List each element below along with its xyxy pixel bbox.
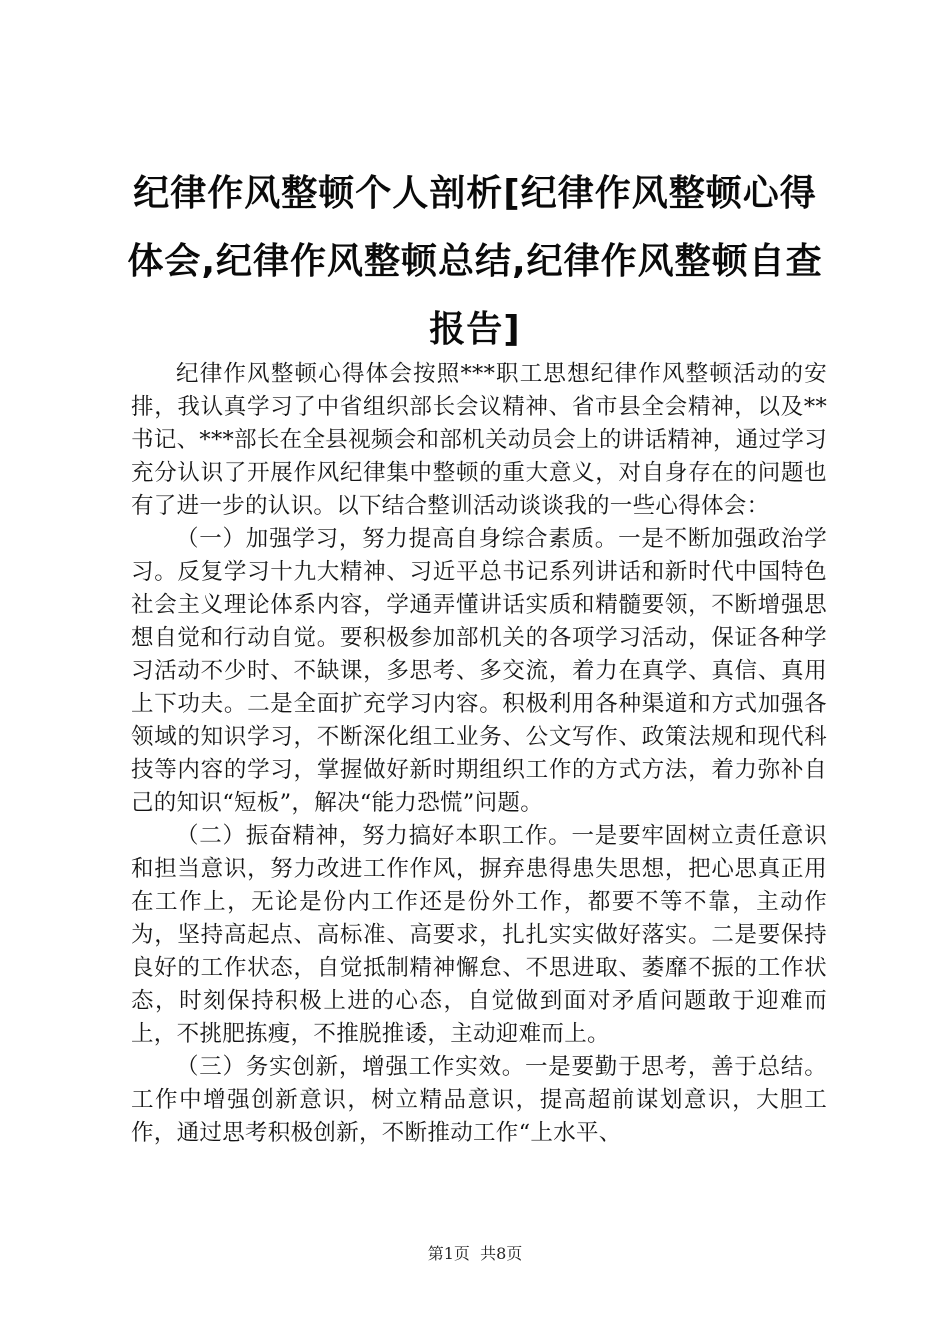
document-title: 纪律作风整顿个人剖析[纪律作风整顿心得体会,纪律作风整顿总结,纪律作风整顿自查报告] [127, 173, 823, 350]
document-body [131, 358, 827, 1150]
paragraph-section-2: （二）振奋精神，努力搞好本职工作。一是要牢固树立责任意识和担当意识，努力改进工作作风，摒弃患得患失思想，把心思真正用在工作上，无论是份内工作还是份外工作，都要不等不靠，主动作为，坚持高起点、高标准、高要求，扎扎实实做好落实。二是要保持良好的工作状态，自觉抵制精神懈怠、不思进取、萎靡不振的工作状态，时刻保持积极上进的心态，自觉做到面对矛盾问题敢于迎难而上，不挑肥拣瘦，不推脱推诿，主动迎难而上。 [131, 823, 827, 1047]
page-number: 第1页 [427, 1244, 470, 1263]
paragraph-section-3: （三）务实创新，增强工作实效。一是要勤于思考，善于总结。工作中增强创新意识，树立精品意识，提高超前谋划意识，大胆工作，通过思考积极创新，不断推动工作“上水平、 [131, 1054, 827, 1146]
paragraph-section-1: （一）加强学习，努力提高自身综合素质。一是不断加强政治学习。反复学习十九大精神、习近平总书记系列讲话和新时代中国特色社会主义理论体系内容，学通弄懂讲话实质和精髓要领，不断增强思想自觉和行动自觉。要积极参加部机关的各项学习活动，保证各种学习活动不少时、不缺课，多思考、多交流，着力在真学、真信、真用上下功夫。二是全面扩充学习内容。积极利用各种渠道和方式加强各领域的知识学习，不断深化组工业务、公文写作、政策法规和现代科技等内容的学习，掌握做好新时期组织工作的方式方法，着力弥补自己的知识“短板”，解决“能力恐慌”问题。 [131, 526, 827, 816]
page-footer [0, 1243, 950, 1265]
footer-separator [470, 1244, 480, 1263]
paragraph-intro: 纪律作风整顿心得体会按照***职工思想纪律作风整顿活动的安排，我认真学习了中省组织部长会议精神、省市县全会精神，以及**书记、***部长在全县视频会和部机关动员会上的讲话精神，通过学习充分认识了开展作风纪律集中整顿的重大意义，对自身存在的问题也有了进一步的认识。以下结合整训活动谈谈我的一些心得体会： [131, 361, 827, 519]
page-total: 共8页 [480, 1244, 523, 1263]
